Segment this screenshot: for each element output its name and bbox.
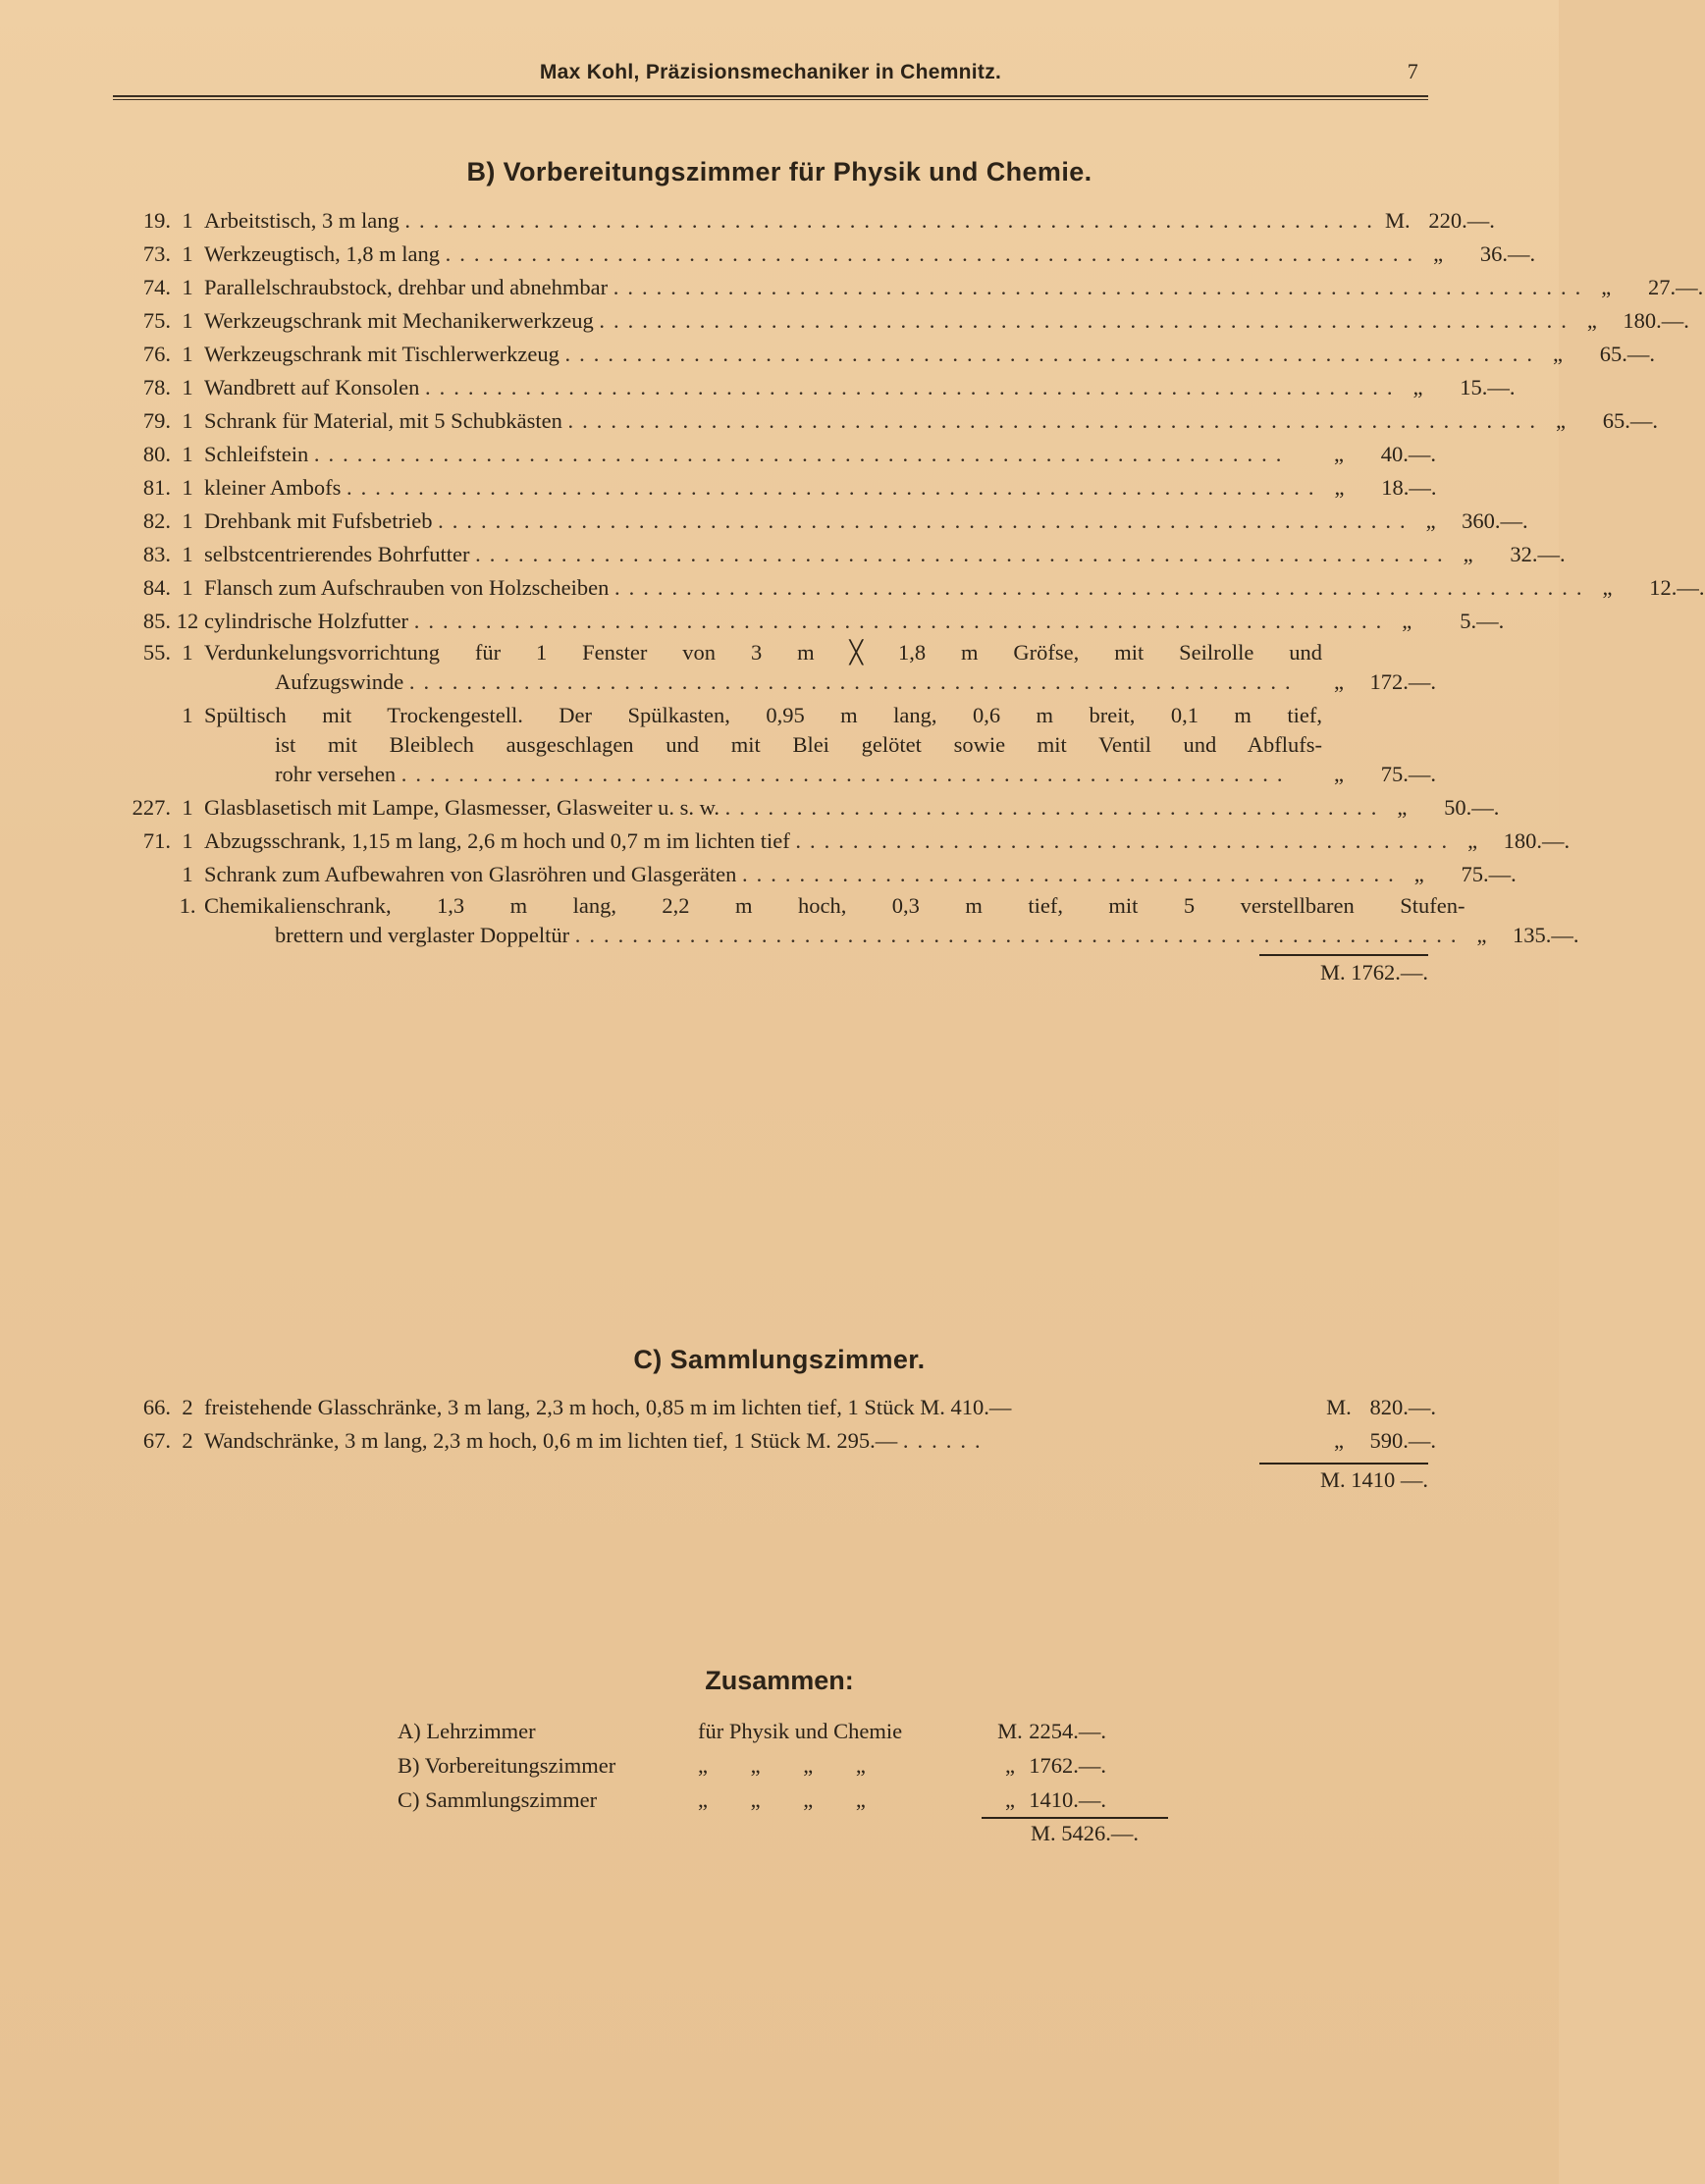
item-currency: „ — [1413, 862, 1424, 886]
item-number: 79. — [142, 408, 171, 433]
list-item — [116, 825, 1571, 858]
section-b-sum-rule — [1259, 954, 1428, 956]
list-item — [116, 791, 1500, 825]
item-description: cylindrische Holzfutter .................................................................... — [204, 609, 1391, 633]
summary-table — [398, 1714, 1106, 1817]
item-price: 15.—. — [1460, 375, 1516, 400]
summary-currency: „ — [1005, 1787, 1015, 1812]
summary-name: C) Sammlungszimmer — [398, 1787, 598, 1812]
item-currency: „ — [1425, 508, 1436, 533]
item-description: Glasblasetisch mit Lampe, Glasmesser, Glasweiter u. s. w. .............................................. — [204, 795, 1386, 820]
item-number: 73. — [142, 241, 171, 266]
item-price: 172.—. — [1369, 669, 1436, 694]
item-currency: „ — [1402, 609, 1412, 633]
list-item — [116, 438, 1436, 471]
item-description: Wandbrett auf Konsolen .................................................................... — [204, 375, 1402, 400]
item-description: Wandschränke, 3 m lang, 2,3 m hoch, 0,6 m im lichten tief, 1 Stück M. 295.— ...... — [204, 1428, 989, 1453]
list-item — [116, 605, 1505, 638]
item-price: 180.—. — [1623, 308, 1689, 333]
item-quantity: 1 — [182, 241, 193, 266]
item-description: Spültisch mit Trockengestell. Der Spülkasten, 0,95 m lang, 0,6 m breit, 0,1 m tief, ist mit Bleiblech ausgeschlagen und mit Blei gelötet sowie mit Ventil und Abflufs- rohr versehen .............................................................. — [204, 703, 1322, 786]
item-quantity: 1 — [182, 542, 193, 566]
page-number: 7 — [1407, 59, 1418, 83]
item-number: 80. — [142, 442, 171, 466]
summary-row — [398, 1714, 1106, 1748]
list-item — [116, 471, 1436, 505]
item-quantity: 1 — [182, 208, 193, 233]
item-currency: „ — [1397, 795, 1408, 820]
item-number: 76. — [142, 342, 171, 366]
item-price: 75.—. — [1461, 862, 1517, 886]
item-quantity: 1 — [182, 408, 193, 433]
list-item — [116, 538, 1566, 571]
item-currency: „ — [1586, 308, 1597, 333]
item-description: Parallelschraubstock, drehbar und abnehmbar .................................................................... — [204, 275, 1590, 299]
item-description: Schrank für Material, mit 5 Schubkästen .................................................................... — [204, 408, 1545, 433]
item-description: selbstcentrierendes Bohrfutter .................................................................... — [204, 542, 1452, 566]
item-currency: „ — [1334, 475, 1345, 500]
list-item — [116, 271, 1704, 304]
item-quantity: 1 — [182, 640, 193, 665]
header-title: Max Kohl, Präzisionsmechaniker in Chemnitz. — [539, 61, 1002, 83]
summary-currency: „ — [1005, 1753, 1015, 1778]
item-quantity: 1 — [182, 795, 193, 820]
list-item — [116, 371, 1516, 404]
summary-amount: 1762.—. — [1029, 1753, 1106, 1778]
section-c-sum-rule — [1259, 1463, 1428, 1465]
item-price: 135.—. — [1513, 923, 1579, 947]
summary-subject: „ „ „ „ — [698, 1787, 866, 1812]
item-description: Flansch zum Aufschrauben von Holzscheiben .................................................................... — [204, 575, 1591, 600]
item-price: 360.—. — [1462, 508, 1528, 533]
item-currency: „ — [1334, 762, 1344, 786]
list-item — [116, 204, 1495, 238]
item-description: Werkzeugschrank mit Tischlerwerkzeug .................................................................... — [204, 342, 1541, 366]
item-quantity: 1 — [182, 703, 193, 727]
summary-row — [398, 1783, 1106, 1817]
summary-row — [398, 1748, 1106, 1783]
item-description: freistehende Glasschränke, 3 m lang, 2,3 m hoch, 0,85 m im lichten tief, 1 Stück M. 410.— — [204, 1395, 1012, 1419]
item-number: 78. — [142, 375, 171, 400]
item-number: 19. — [142, 208, 171, 233]
item-quantity: 1 — [182, 475, 193, 500]
item-currency: „ — [1602, 575, 1613, 600]
item-description: Verdunkelungsvorrichtung für 1 Fenster von 3 m ╳ 1,8 m Gröfse, mit Seilrolle und Aufzugswinde .............................................................. — [204, 640, 1322, 694]
item-number: 66. — [142, 1395, 171, 1419]
item-quantity: 1 — [182, 308, 193, 333]
item-price: 220.—. — [1428, 208, 1495, 233]
item-quantity: 2 — [182, 1428, 193, 1453]
item-currency: M. — [1326, 1395, 1352, 1419]
item-currency: „ — [1433, 241, 1444, 266]
list-item — [116, 701, 1436, 789]
item-currency: „ — [1412, 375, 1423, 400]
item-price: 32.—. — [1510, 542, 1566, 566]
header-rule-thin — [113, 99, 1428, 100]
item-quantity: 1 — [182, 275, 193, 299]
item-currency: „ — [1552, 342, 1563, 366]
item-quantity: 1 — [182, 828, 193, 853]
item-number: 71. — [142, 828, 171, 853]
item-quantity: 1. — [179, 893, 196, 918]
summary-total: M. 5426.—. — [1030, 1821, 1139, 1845]
item-quantity: 1 — [182, 862, 193, 886]
item-number: 74. — [142, 275, 171, 299]
item-currency: „ — [1476, 923, 1487, 947]
item-price: 65.—. — [1602, 408, 1659, 433]
list-item — [116, 404, 1659, 438]
item-number: 227. — [132, 795, 171, 820]
section-b-total: M. 1762.—. — [1319, 960, 1428, 985]
item-currency: „ — [1601, 275, 1612, 299]
section-b-list — [116, 204, 1705, 950]
list-item — [116, 1391, 1436, 1424]
item-quantity: 1 — [182, 575, 193, 600]
list-item — [116, 858, 1517, 891]
item-price: 820.—. — [1369, 1395, 1436, 1419]
item-quantity: 1 — [182, 342, 193, 366]
section-c-total: M. 1410 —. — [1319, 1467, 1428, 1492]
list-item — [116, 638, 1436, 697]
summary-amount: 1410.—. — [1029, 1787, 1106, 1812]
item-quantity: 2 — [182, 1395, 193, 1419]
summary-amount: 2254.—. — [1029, 1719, 1106, 1743]
item-price: 5.—. — [1460, 609, 1505, 633]
summary-sum-rule — [982, 1817, 1168, 1819]
item-description: Drehbank mit Fufsbetrieb .................................................................... — [204, 508, 1414, 533]
item-price: 180.—. — [1503, 828, 1571, 853]
item-price: 65.—. — [1599, 342, 1655, 366]
section-c-list — [116, 1391, 1436, 1458]
header-rule — [113, 95, 1428, 97]
summary-name: A) Lehrzimmer — [398, 1719, 536, 1743]
item-currency: M. — [1385, 208, 1411, 233]
section-c-title: C) Sammlungszimmer. — [633, 1345, 926, 1374]
page-header — [113, 57, 1428, 90]
item-description: Werkzeugschrank mit Mechanikerwerkzeug .................................................................... — [204, 308, 1575, 333]
item-quantity: 1 — [182, 442, 193, 466]
summary-currency: M. — [997, 1719, 1023, 1743]
item-price: 12.—. — [1649, 575, 1705, 600]
summary-title: Zusammen: — [705, 1666, 854, 1695]
list-item — [116, 571, 1705, 605]
item-currency: „ — [1334, 442, 1344, 466]
item-number: 67. — [142, 1428, 171, 1453]
item-quantity: 1 — [182, 375, 193, 400]
item-description: kleiner Ambofs .................................................................... — [204, 475, 1323, 500]
item-number: 82. — [142, 508, 171, 533]
list-item — [116, 338, 1655, 371]
summary-subject: „ „ „ „ — [698, 1753, 866, 1778]
list-item — [116, 505, 1528, 538]
item-price: 18.—. — [1381, 475, 1437, 500]
section-b-title: B) Vorbereitungszimmer für Physik und Chemie. — [466, 157, 1092, 186]
summary-name: B) Vorbereitungszimmer — [398, 1753, 616, 1778]
item-description: Arbeitstisch, 3 m lang .................................................................... — [204, 208, 1381, 233]
item-description: Schrank zum Aufbewahren von Glasröhren und Glasgeräten .............................................. — [204, 862, 1403, 886]
item-price: 590.—. — [1369, 1428, 1436, 1453]
item-quantity: 12 — [176, 609, 199, 633]
item-currency: „ — [1334, 669, 1344, 694]
item-number: 84. — [142, 575, 171, 600]
item-description: Chemikalienschrank, 1,3 m lang, 2,2 m hoch, 0,3 m tief, mit 5 verstellbaren Stufen- brettern und verglaster Doppeltür .............................................................. — [204, 893, 1465, 947]
item-price: 27.—. — [1647, 275, 1704, 299]
item-currency: „ — [1556, 408, 1567, 433]
item-price: 50.—. — [1444, 795, 1500, 820]
item-price: 36.—. — [1479, 241, 1536, 266]
item-number: 83. — [142, 542, 171, 566]
item-description: Abzugsschrank, 1,15 m lang, 2,6 m hoch und 0,7 m im lichten tief .............................................. — [204, 828, 1457, 853]
item-currency: „ — [1467, 828, 1478, 853]
item-quantity: 1 — [182, 508, 193, 533]
item-currency: „ — [1334, 1428, 1344, 1453]
summary-subject: für Physik und Chemie — [698, 1719, 903, 1743]
item-number: 55. — [142, 640, 171, 665]
list-item — [116, 891, 1579, 950]
item-number: 85. — [142, 609, 171, 633]
list-item — [116, 1424, 1436, 1458]
item-currency: „ — [1463, 542, 1473, 566]
item-price: 40.—. — [1380, 442, 1436, 466]
item-price: 75.—. — [1380, 762, 1436, 786]
item-description: Werkzeugtisch, 1,8 m lang .................................................................... — [204, 241, 1422, 266]
list-item — [116, 238, 1536, 271]
item-number: 75. — [142, 308, 171, 333]
item-number: 81. — [142, 475, 171, 500]
list-item — [116, 304, 1689, 338]
item-description: Schleifstein .................................................................... — [204, 442, 1291, 466]
